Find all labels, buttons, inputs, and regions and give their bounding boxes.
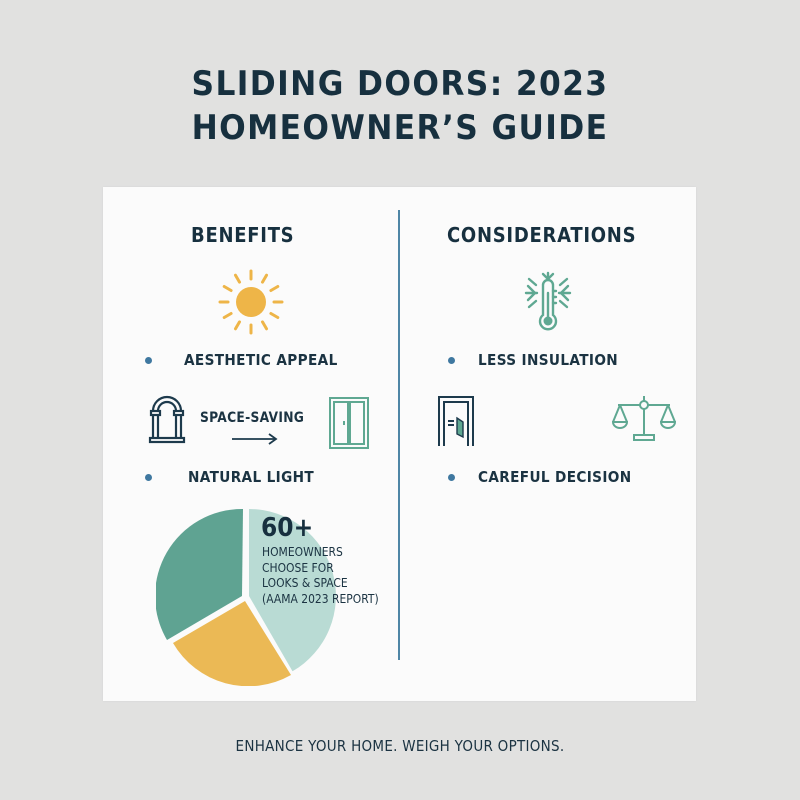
snowflake-thermometer-icon bbox=[523, 271, 573, 333]
benefit-label: SPACE-SAVING bbox=[200, 410, 305, 426]
stat-description bbox=[262, 544, 379, 606]
benefit-label: NATURAL LIGHT bbox=[188, 468, 315, 486]
consideration-label: LESS INSULATION bbox=[478, 351, 619, 369]
bullet-dot bbox=[448, 357, 455, 364]
stat-line: CHOOSE FOR bbox=[262, 559, 334, 575]
drafty-door-icon bbox=[436, 394, 476, 450]
bullet-dot bbox=[145, 357, 152, 364]
benefits-heading: BENEFITS bbox=[191, 223, 295, 247]
column-divider bbox=[398, 210, 400, 660]
title-line-2: HOMEOWNER’S GUIDE bbox=[191, 108, 609, 148]
bullet-dot bbox=[145, 474, 152, 481]
arch-door-icon bbox=[147, 391, 187, 447]
page-title bbox=[32, 62, 768, 150]
footer-tagline: ENHANCE YOUR HOME. WEIGH YOUR OPTIONS. bbox=[235, 737, 565, 755]
consideration-label: CAREFUL DECISION bbox=[478, 468, 632, 486]
arrow-right-icon bbox=[230, 432, 280, 446]
benefit-item-aesthetic bbox=[145, 351, 359, 369]
stat-line: HOMEOWNERS bbox=[262, 544, 343, 559]
sliding-door-icon bbox=[327, 395, 371, 451]
balance-scale-icon bbox=[612, 394, 676, 444]
stat-value: 60+ bbox=[261, 513, 314, 543]
considerations-heading: CONSIDERATIONS bbox=[447, 223, 637, 247]
consideration-item-decision bbox=[448, 468, 652, 486]
stat-line: LOOKS & SPACE bbox=[262, 575, 348, 590]
benefit-label: AESTHETIC APPEAL bbox=[184, 351, 338, 369]
comparison-card bbox=[103, 187, 696, 701]
title-line-1: SLIDING DOORS: 2023 bbox=[191, 64, 609, 104]
bullet-dot bbox=[448, 474, 455, 481]
consideration-item-insulation bbox=[448, 351, 637, 369]
benefit-item-natural-light bbox=[145, 468, 331, 486]
sun-icon bbox=[216, 267, 286, 337]
stat-line: (AAMA 2023 REPORT) bbox=[262, 590, 379, 606]
